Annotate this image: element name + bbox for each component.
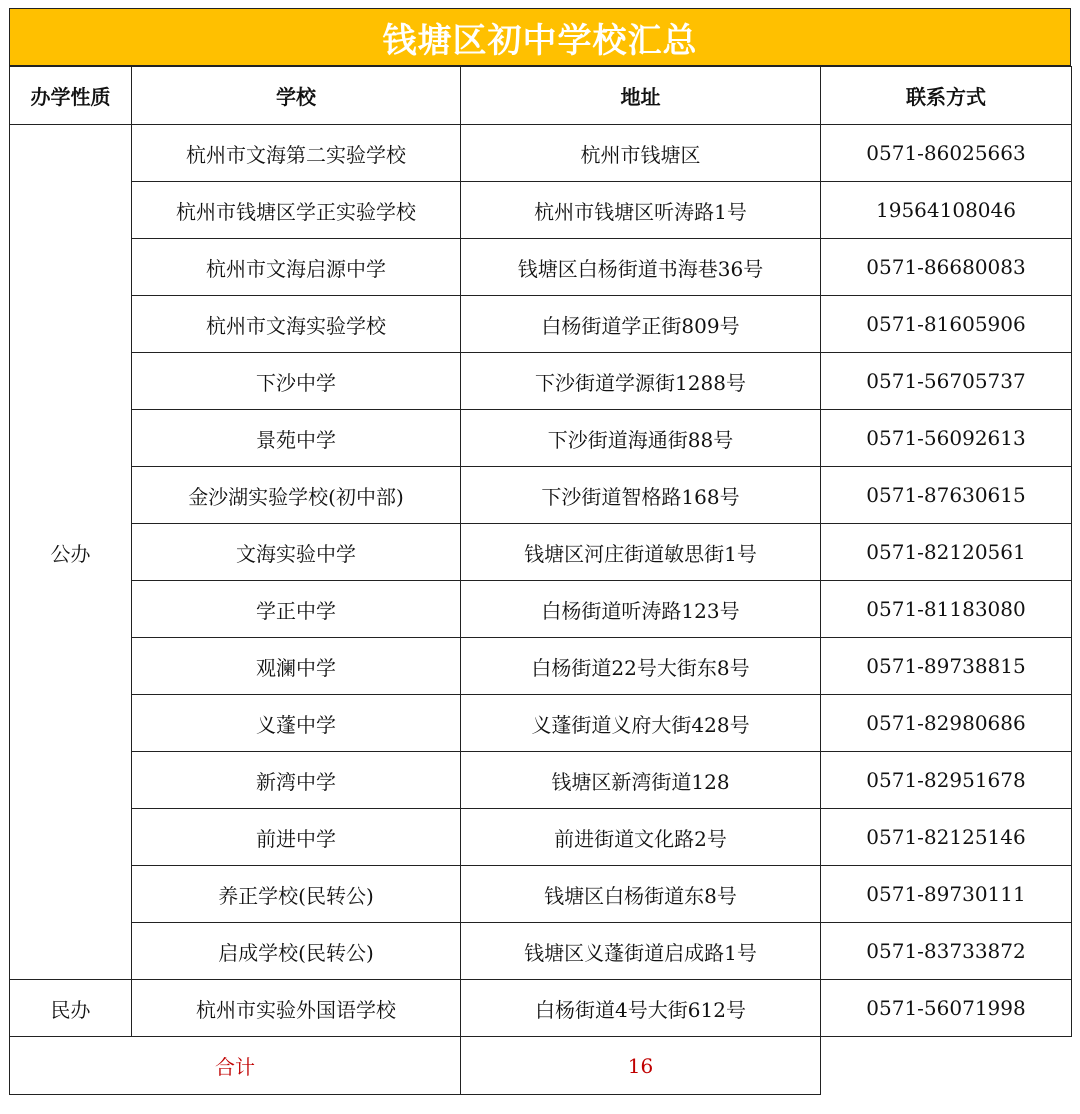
table-row — [10, 182, 1072, 239]
school-name-cell: 杭州市钱塘区学正实验学校 — [132, 182, 461, 239]
table-row — [10, 809, 1072, 866]
address-cell: 钱塘区新湾街道128 — [461, 752, 821, 809]
schools-table — [9, 66, 1072, 1095]
address-cell: 钱塘区白杨街道书海巷36号 — [461, 239, 821, 296]
table-row — [10, 638, 1072, 695]
table-row — [10, 866, 1072, 923]
phone-cell: 0571-82125146 — [821, 809, 1072, 866]
phone-cell: 0571-81183080 — [821, 581, 1072, 638]
header-school: 学校 — [132, 67, 461, 125]
phone-cell: 0571-82951678 — [821, 752, 1072, 809]
phone-cell: 0571-83733872 — [821, 923, 1072, 980]
total-label: 合计 — [10, 1037, 461, 1095]
table-title: 钱塘区初中学校汇总 — [9, 8, 1071, 66]
phone-cell: 0571-82980686 — [821, 695, 1072, 752]
phone-cell: 0571-56092613 — [821, 410, 1072, 467]
table-row — [10, 353, 1072, 410]
total-value: 16 — [461, 1037, 821, 1095]
table-row — [10, 980, 1072, 1037]
header-address: 地址 — [461, 67, 821, 125]
header-row — [10, 67, 1072, 125]
school-name-cell: 杭州市文海实验学校 — [132, 296, 461, 353]
summary-sheet — [9, 8, 1071, 1095]
school-name-cell: 义蓬中学 — [132, 695, 461, 752]
school-name-cell: 观澜中学 — [132, 638, 461, 695]
school-name-cell: 养正学校(民转公) — [132, 866, 461, 923]
table-row — [10, 923, 1072, 980]
address-cell: 白杨街道4号大街612号 — [461, 980, 821, 1037]
table-row — [10, 752, 1072, 809]
phone-cell: 0571-86680083 — [821, 239, 1072, 296]
school-name-cell: 新湾中学 — [132, 752, 461, 809]
school-name-cell: 前进中学 — [132, 809, 461, 866]
phone-cell: 0571-86025663 — [821, 125, 1072, 182]
school-name-cell: 杭州市文海第二实验学校 — [132, 125, 461, 182]
school-name-cell: 学正中学 — [132, 581, 461, 638]
address-cell: 白杨街道22号大街东8号 — [461, 638, 821, 695]
school-name-cell: 景苑中学 — [132, 410, 461, 467]
school-name-cell: 文海实验中学 — [132, 524, 461, 581]
phone-cell: 0571-89730111 — [821, 866, 1072, 923]
school-name-cell: 金沙湖实验学校(初中部) — [132, 467, 461, 524]
school-name-cell: 杭州市实验外国语学校 — [132, 980, 461, 1037]
address-cell: 钱塘区河庄街道敏思街1号 — [461, 524, 821, 581]
total-row — [10, 1037, 1072, 1095]
table-row — [10, 125, 1072, 182]
address-cell: 白杨街道学正街809号 — [461, 296, 821, 353]
phone-cell: 0571-89738815 — [821, 638, 1072, 695]
total-empty-cell — [821, 1037, 1072, 1095]
school-type-cell: 公办 — [10, 125, 132, 980]
table-body — [10, 125, 1072, 1095]
address-cell: 钱塘区白杨街道东8号 — [461, 866, 821, 923]
phone-cell: 19564108046 — [821, 182, 1072, 239]
phone-cell: 0571-87630615 — [821, 467, 1072, 524]
address-cell: 下沙街道学源街1288号 — [461, 353, 821, 410]
table-row — [10, 239, 1072, 296]
school-type-cell: 民办 — [10, 980, 132, 1037]
table-row — [10, 524, 1072, 581]
address-cell: 下沙街道智格路168号 — [461, 467, 821, 524]
address-cell: 白杨街道听涛路123号 — [461, 581, 821, 638]
address-cell: 前进街道文化路2号 — [461, 809, 821, 866]
table-row — [10, 467, 1072, 524]
phone-cell: 0571-56071998 — [821, 980, 1072, 1037]
address-cell: 下沙街道海通街88号 — [461, 410, 821, 467]
table-row — [10, 695, 1072, 752]
address-cell: 钱塘区义蓬街道启成路1号 — [461, 923, 821, 980]
school-name-cell: 下沙中学 — [132, 353, 461, 410]
phone-cell: 0571-56705737 — [821, 353, 1072, 410]
table-row — [10, 581, 1072, 638]
table-row — [10, 410, 1072, 467]
header-contact: 联系方式 — [821, 67, 1072, 125]
address-cell: 杭州市钱塘区听涛路1号 — [461, 182, 821, 239]
header-type: 办学性质 — [10, 67, 132, 125]
phone-cell: 0571-81605906 — [821, 296, 1072, 353]
address-cell: 义蓬街道义府大街428号 — [461, 695, 821, 752]
school-name-cell: 启成学校(民转公) — [132, 923, 461, 980]
table-row — [10, 296, 1072, 353]
school-name-cell: 杭州市文海启源中学 — [132, 239, 461, 296]
phone-cell: 0571-82120561 — [821, 524, 1072, 581]
address-cell: 杭州市钱塘区 — [461, 125, 821, 182]
